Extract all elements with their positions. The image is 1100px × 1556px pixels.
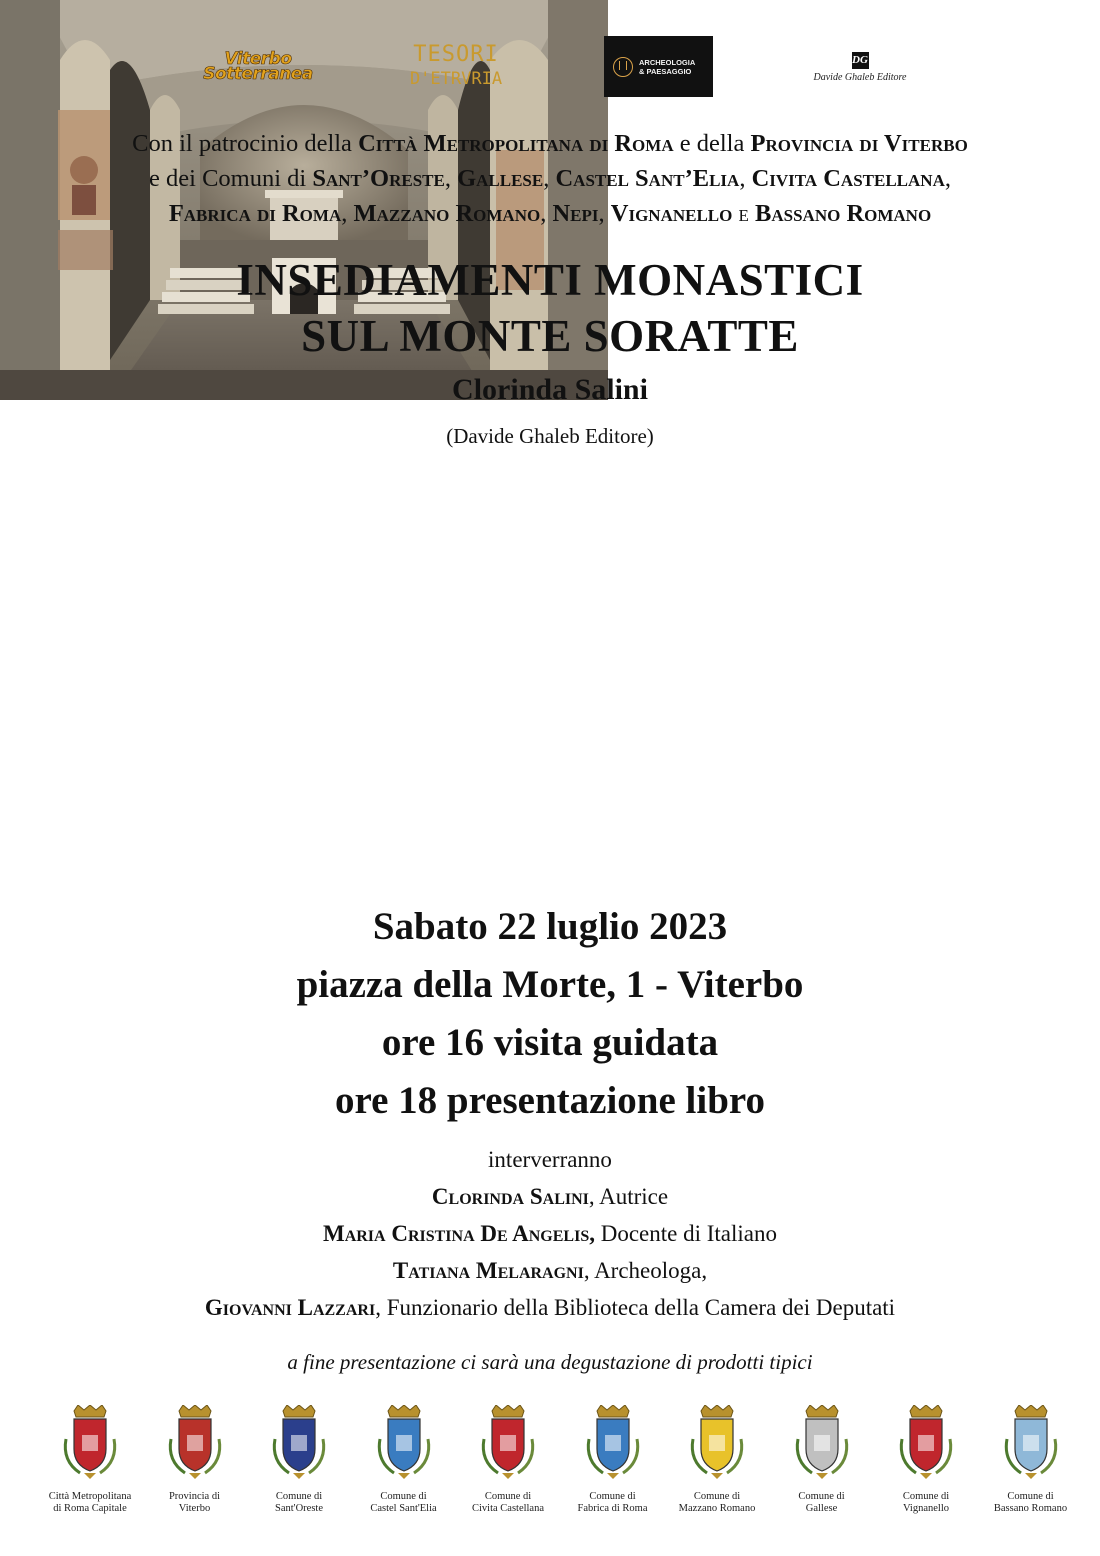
archeologia-paesaggio-logo [604, 36, 713, 97]
crest-item [563, 1405, 663, 1515]
speaker-line: Clorinda Salini, Autrice [431, 1184, 669, 1209]
logo-text-line: Viterbo [224, 49, 292, 69]
crest-item [667, 1405, 767, 1515]
logo-text-line: Sotterranea [203, 64, 313, 84]
patronage-line: Fabrica di Roma, Mazzano Romano, Nepi, Vignanello e Bassano Romano [168, 200, 932, 227]
viterbo-sotterranea-logo [196, 36, 320, 98]
event-presentation-time: ore 18 presentazione libro [334, 1079, 766, 1122]
crest-label: Comune di Bassano Romano [993, 1491, 1068, 1514]
crest-item [981, 1405, 1081, 1515]
title-line: SUL MONTE SORATTE [301, 311, 799, 361]
logo-text-line: D'ETRVRIA [409, 69, 503, 89]
event-details [0, 898, 1100, 1130]
patronage-block [0, 126, 1100, 231]
crest-label: Provincia di Viterbo [168, 1491, 221, 1514]
coat-of-arms-icon [60, 1405, 120, 1483]
book-title [0, 252, 1100, 364]
coat-of-arms-icon [165, 1405, 225, 1483]
logo-text-line: & PAESAGGIO [639, 66, 692, 76]
crest-label: Comune di Vignanello [902, 1491, 950, 1514]
title-line: INSEDIAMENTI MONASTICI [236, 255, 864, 305]
dg-monogram: DG [852, 52, 869, 69]
crest-item [40, 1405, 140, 1515]
event-date: Sabato 22 luglio 2023 [372, 905, 728, 948]
event-visit-time: ore 16 visita guidata [381, 1021, 719, 1064]
crest-label: Comune di Sant'Oreste [275, 1491, 323, 1514]
crest-label: Città Metropolitana di Roma Capitale [48, 1491, 132, 1514]
coat-of-arms-icon [269, 1405, 329, 1483]
municipal-crests-row [40, 1405, 1070, 1535]
author-name: Clorinda Salini [452, 373, 648, 406]
speakers-block [0, 1141, 1100, 1326]
crest-item [772, 1405, 872, 1515]
tasting-note: a fine presentazione ci sarà una degustazione di prodotti tipici [287, 1350, 813, 1374]
patronage-line: e dei Comuni di Sant’Oreste, Gallese, Castel Sant’Elia, Civita Castellana, [149, 165, 951, 192]
coat-of-arms-icon [478, 1405, 538, 1483]
crest-item [458, 1405, 558, 1515]
coat-of-arms-icon [687, 1405, 747, 1483]
event-place: piazza della Morte, 1 - Viterbo [296, 963, 804, 1006]
patronage-line: Con il patrocinio della Città Metropolitana di Roma e della Provincia di Viterbo [132, 130, 968, 157]
coat-of-arms-icon [583, 1405, 643, 1483]
crest-label: Comune di Mazzano Romano [678, 1491, 756, 1514]
publisher-name: (Davide Ghaleb Editore) [446, 424, 654, 448]
logo-text-line: TESORI [413, 42, 499, 67]
crest-label: Comune di Fabrica di Roma [577, 1491, 648, 1514]
crest-label: Comune di Gallese [798, 1491, 845, 1514]
crest-item [876, 1405, 976, 1515]
coat-of-arms-icon [792, 1405, 852, 1483]
speakers-intro: interverranno [488, 1147, 612, 1172]
crest-label: Comune di Castel Sant'Elia [370, 1491, 437, 1514]
tesori-etruria-logo [410, 36, 502, 98]
publisher-logo-name: Davide Ghaleb Editore [813, 71, 907, 83]
speaker-line: Maria Cristina De Angelis, Docente di Italiano [322, 1221, 777, 1246]
coat-of-arms-icon [896, 1405, 956, 1483]
ghaleb-editore-logo [790, 36, 930, 98]
logo-text-line: ARCHEOLOGIA [639, 57, 696, 67]
crest-item [354, 1405, 454, 1515]
speaker-line: Giovanni Lazzari, Funzionario della Biblioteca della Camera dei Deputati [204, 1295, 896, 1320]
coat-of-arms-icon [1001, 1405, 1061, 1483]
crest-item [145, 1405, 245, 1515]
crest-item [249, 1405, 349, 1515]
crest-label: Comune di Civita Castellana [471, 1491, 545, 1514]
speaker-line: Tatiana Melaragni, Archeologa, [392, 1258, 708, 1283]
coat-of-arms-icon [374, 1405, 434, 1483]
tree-icon [613, 57, 633, 77]
